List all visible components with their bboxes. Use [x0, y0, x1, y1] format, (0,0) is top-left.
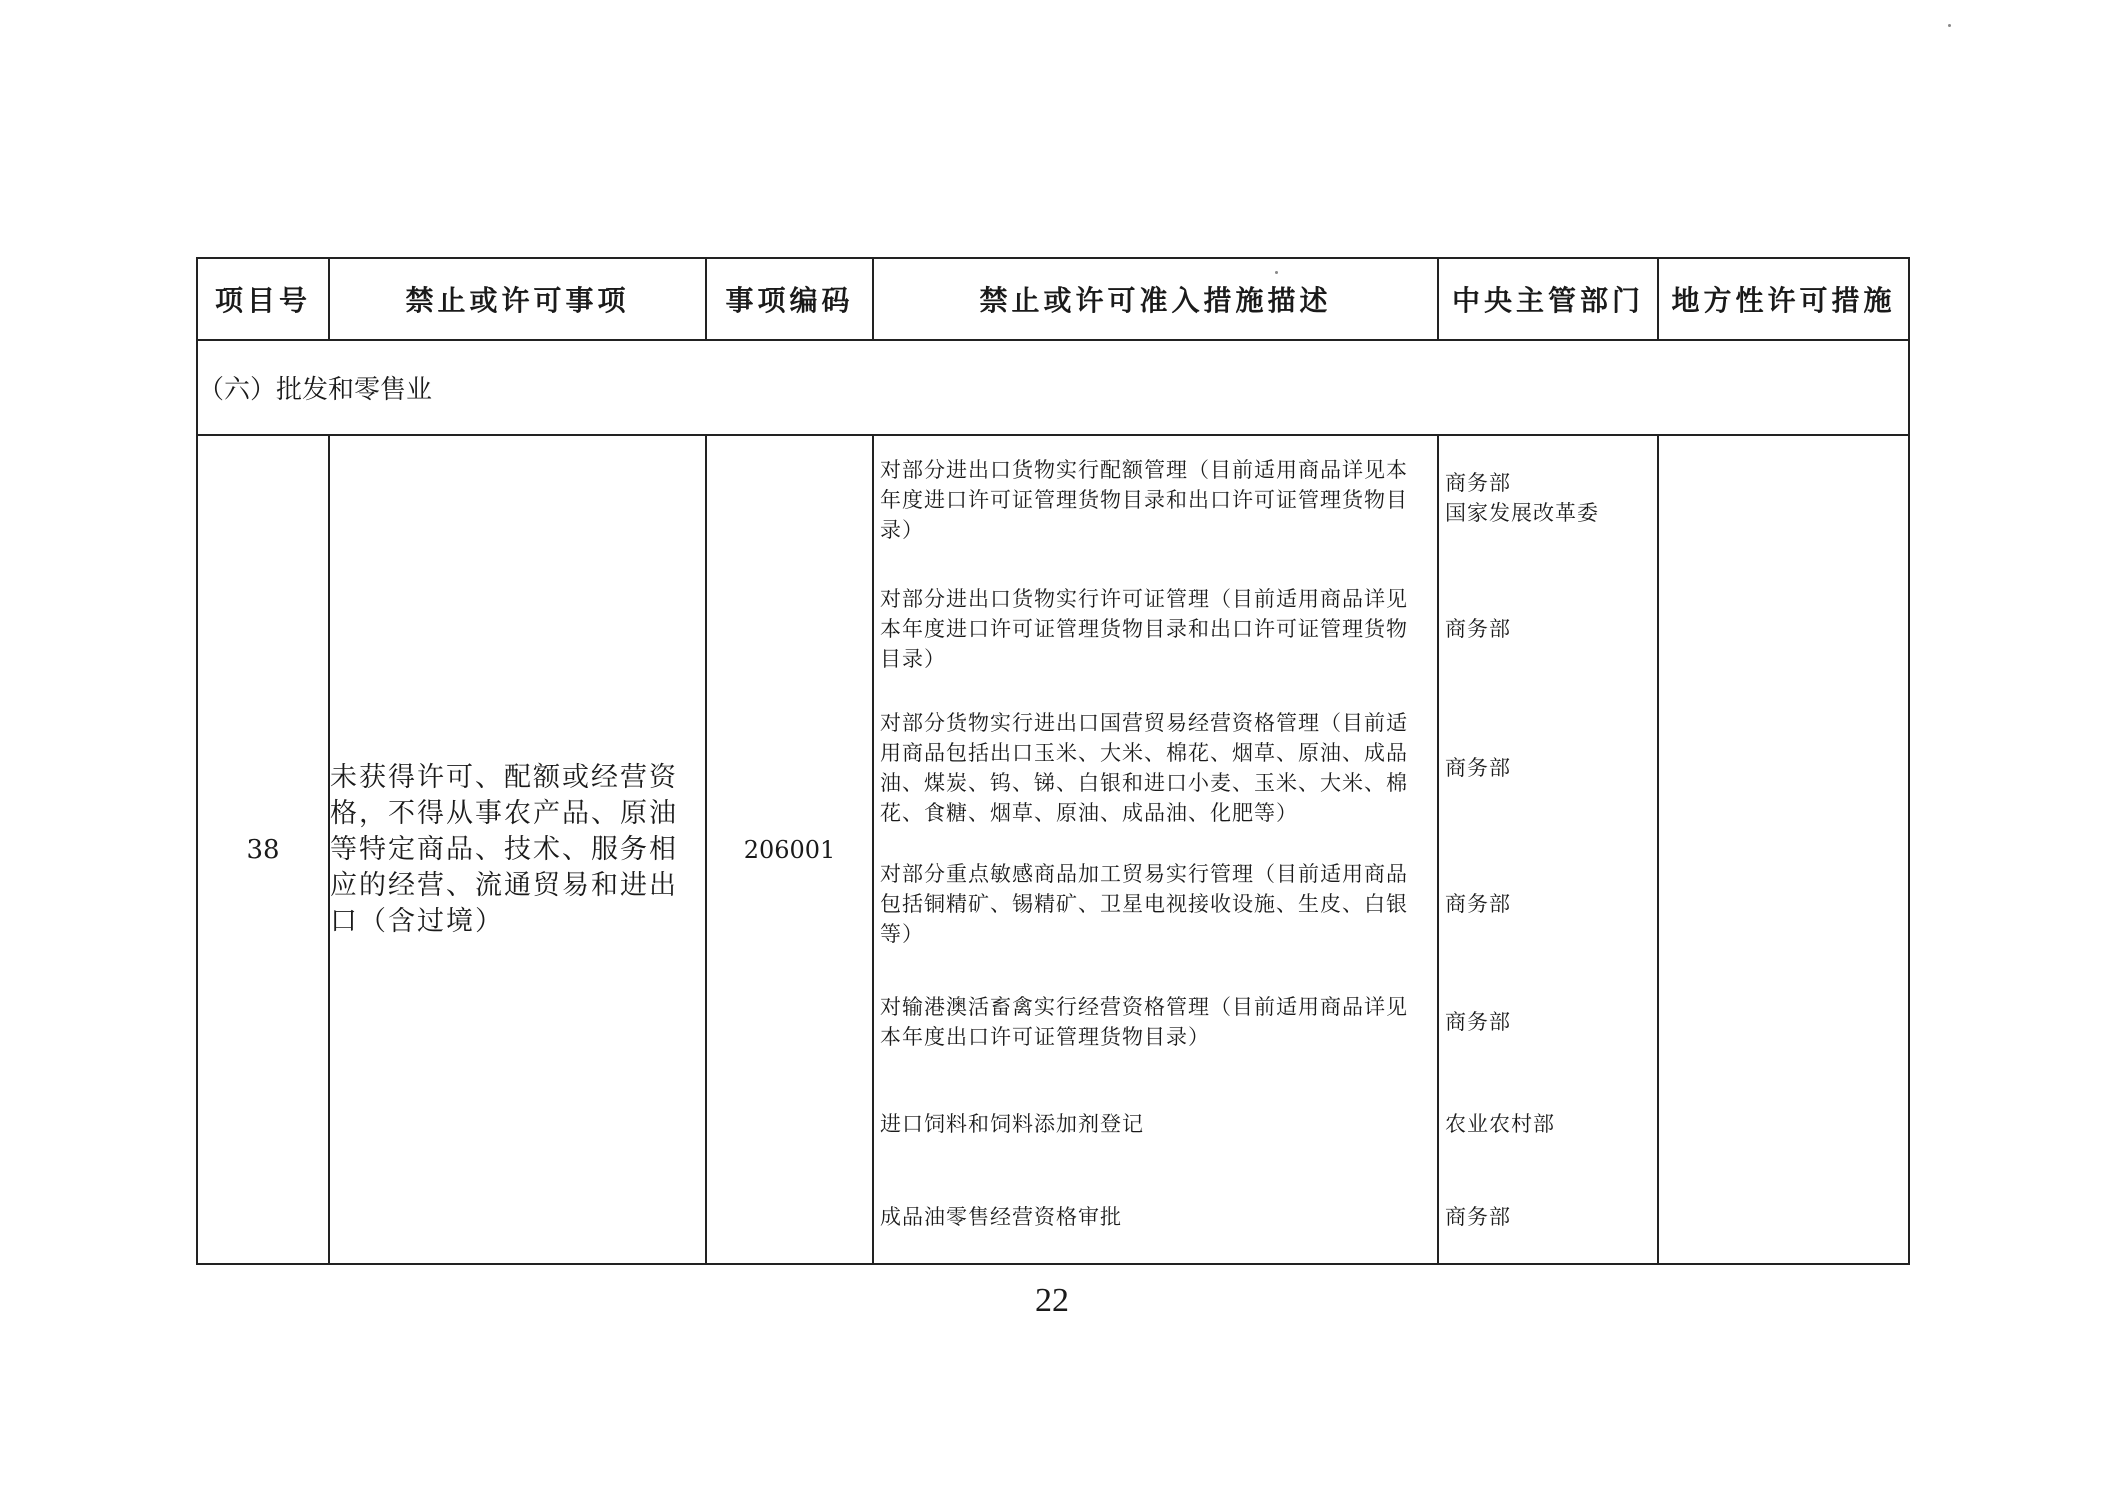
permit-table	[196, 257, 1910, 1265]
table-row	[197, 435, 1909, 1264]
header-measure-description: 禁止或许可准入措施描述	[873, 258, 1438, 340]
project-number: 38	[197, 435, 329, 1264]
central-department: 农业农村部	[1445, 1112, 1555, 1136]
header-item-code: 事项编码	[706, 258, 873, 340]
page-number: 22	[1035, 1282, 1069, 1319]
measure-list	[873, 435, 1438, 1264]
scan-speck	[1948, 24, 1951, 27]
central-department: 商务部	[1445, 617, 1511, 641]
item-description: 未获得许可、配额或经营资格，不得从事农产品、原油等特定商品、技术、服务相应的经营、流通贸易和进出口（含过境）	[329, 435, 706, 1264]
measure-description: 对部分货物实行进出口国营贸易经营资格管理（目前适用商品包括出口玉米、大米、棉花、烟草、原油、成品油、煤炭、钨、锑、白银和进口小麦、玉米、大米、棉花、食糖、烟草、原油、成品油、化肥等）	[880, 711, 1408, 825]
measure-description: 对部分进出口货物实行许可证管理（目前适用商品详见本年度进口许可证管理货物目录和出口许可证管理货物目录）	[880, 587, 1408, 671]
header-central-department: 中央主管部门	[1438, 258, 1658, 340]
section-title: （六）批发和零售业	[197, 340, 1909, 435]
central-department: 商务部	[1445, 892, 1511, 916]
scan-speck	[1275, 271, 1278, 274]
central-department: 商务部	[1445, 1010, 1511, 1034]
central-department: 商务部 国家发展改革委	[1445, 471, 1599, 525]
header-local-measures: 地方性许可措施	[1658, 258, 1909, 340]
header-item: 禁止或许可事项	[329, 258, 706, 340]
section-row	[197, 340, 1909, 435]
item-code: 206001	[706, 435, 873, 1264]
central-department: 商务部	[1445, 756, 1511, 780]
measure-description: 成品油零售经营资格审批	[880, 1204, 1122, 1229]
header-project-number: 项目号	[197, 258, 329, 340]
measure-description: 对输港澳活畜禽实行经营资格管理（目前适用商品详见本年度出口许可证管理货物目录）	[880, 995, 1408, 1049]
measure-description: 进口饲料和饲料添加剂登记	[880, 1112, 1144, 1136]
local-measures-cell	[1658, 435, 1909, 1264]
measure-description: 对部分进出口货物实行配额管理（目前适用商品详见本年度进口许可证管理货物目录和出口许可证管理货物目录）	[880, 458, 1408, 542]
department-list	[1438, 435, 1658, 1264]
table-header-row	[197, 258, 1909, 340]
central-department: 商务部	[1445, 1204, 1511, 1229]
measure-description: 对部分重点敏感商品加工贸易实行管理（目前适用商品包括铜精矿、锡精矿、卫星电视接收设施、生皮、白银等）	[880, 862, 1408, 946]
